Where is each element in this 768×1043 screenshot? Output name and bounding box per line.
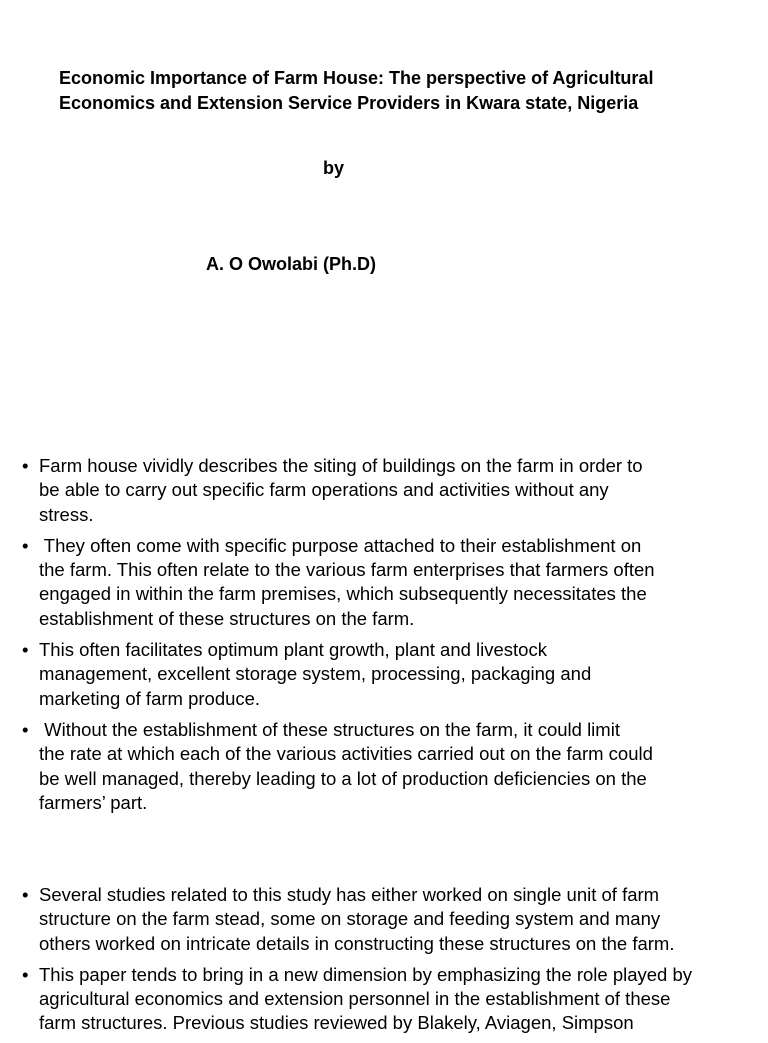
text-line: be able to carry out specific farm operations and activities without any xyxy=(39,479,609,501)
text-line: They often come with specific purpose attached to their establishment on xyxy=(39,534,642,556)
text-line: This paper tends to bring in a new dimension by emphasizing the role played by xyxy=(39,963,693,985)
text-line: be well managed, thereby leading to a lot of production deficiencies on the xyxy=(39,767,647,789)
bullet-list-intro xyxy=(22,454,747,822)
by-line: by xyxy=(323,158,345,178)
list-item xyxy=(22,534,747,631)
bullet-icon: • xyxy=(22,455,29,476)
bullet-icon: • xyxy=(22,639,29,661)
bullet-icon: • xyxy=(22,718,29,740)
bullet-icon: • xyxy=(22,884,29,905)
text-line: Farm house vividly describes the siting of buildings on the farm in order to xyxy=(39,455,643,476)
list-item xyxy=(22,718,747,815)
bullet-icon: • xyxy=(22,963,29,985)
document-title xyxy=(59,66,749,116)
text-line: marketing of farm produce. xyxy=(39,687,261,709)
list-item xyxy=(22,454,747,527)
text-line: This often facilitates optimum plant growth, plant and livestock xyxy=(39,639,547,661)
title-line: Economics and Extension Service Providers in Kwara state, Nigeria xyxy=(59,93,639,113)
title-line: Economic Importance of Farm House: The perspective of Agricultural xyxy=(59,68,654,88)
text-line: farm structures. Previous studies reviewed by Blakely, Aviagen, Simpson xyxy=(39,1012,634,1034)
text-line: establishment of these structures on the farm. xyxy=(39,607,415,629)
text-line: structure on the farm stead, some on storage and feeding system and many xyxy=(39,908,661,930)
bullet-icon: • xyxy=(22,534,29,556)
text-line: the farm. This often relate to the various farm enterprises that farmers often xyxy=(39,559,655,581)
text-line: the rate at which each of the various activities carried out on the farm could xyxy=(39,743,653,765)
text-line: others worked on intricate details in constructing these structures on the farm. xyxy=(39,932,675,954)
text-line: Without the establishment of these structures on the farm, it could limit xyxy=(39,718,620,740)
text-line: engaged in within the farm premises, which subsequently necessitates the xyxy=(39,583,647,605)
text-line: agricultural economics and extension personnel in the establishment of these xyxy=(39,988,671,1010)
author-name: A. O Owolabi (Ph.D) xyxy=(206,254,376,274)
text-line: Several studies related to this study has either worked on single unit of farm xyxy=(39,884,660,905)
text-line: management, excellent storage system, processing, packaging and xyxy=(39,663,592,685)
list-item xyxy=(22,963,747,1036)
list-item xyxy=(22,638,747,711)
text-line: farmers’ part. xyxy=(39,791,148,813)
text-line: stress. xyxy=(39,503,94,525)
bullet-list-studies xyxy=(22,883,747,1043)
list-item xyxy=(22,883,747,956)
